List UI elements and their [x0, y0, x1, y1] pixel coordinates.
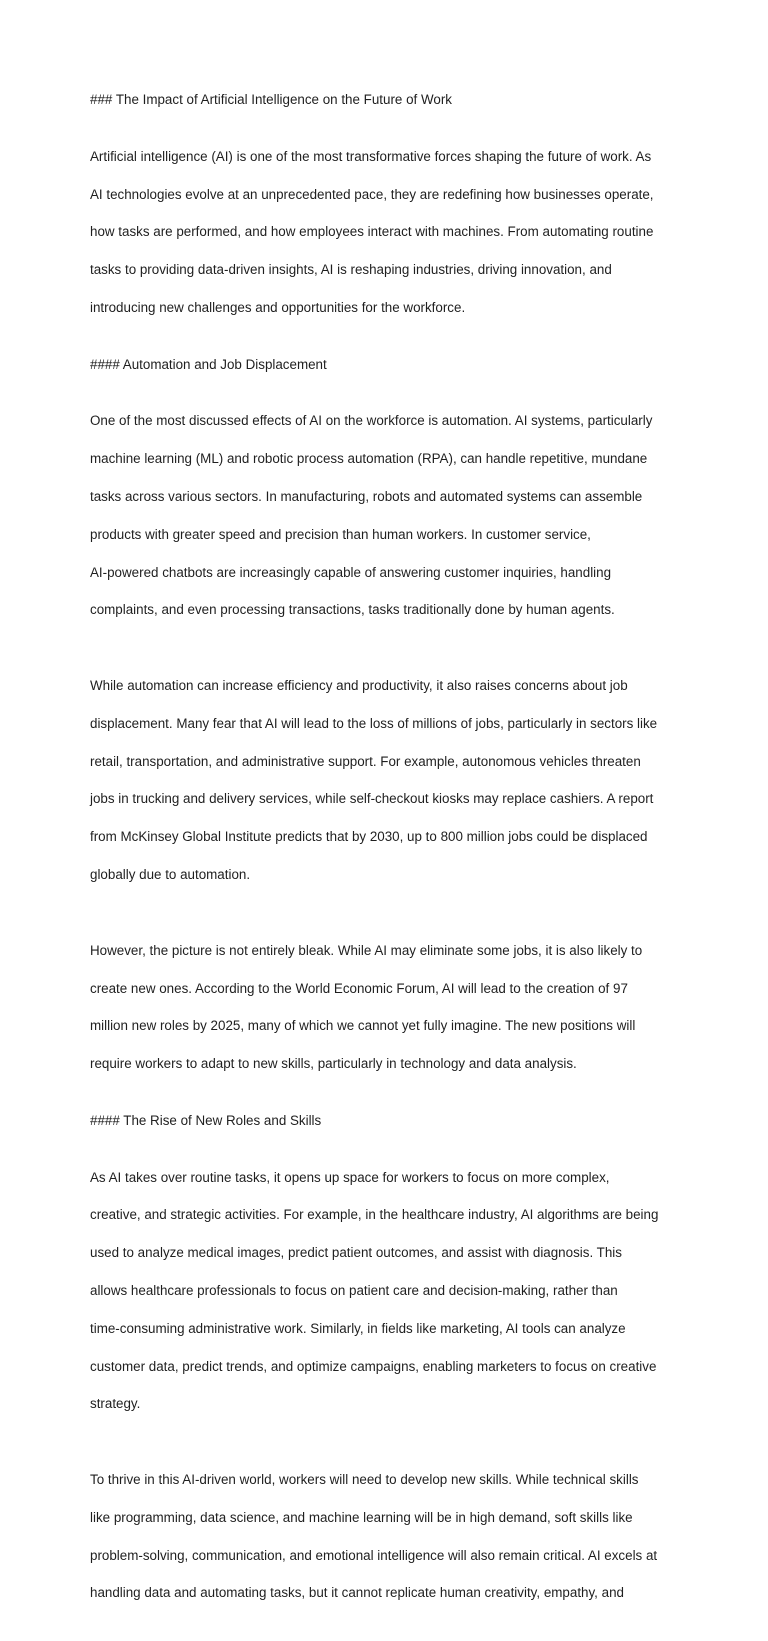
paragraph-line: One of the most discussed effects of AI on the workforce is automation. AI systems, particularly [90, 413, 653, 429]
paragraph-line: displacement. Many fear that AI will lead to the loss of millions of jobs, particularly in sectors like [90, 715, 658, 731]
paragraph-line: like programming, data science, and machine learning will be in high demand, soft skills like [90, 1509, 633, 1525]
paragraph-line: jobs in trucking and delivery services, while self-checkout kiosks may replace cashiers. A report [90, 791, 654, 807]
paragraph-line: machine learning (ML) and robotic process automation (RPA), can handle repetitive, mundane [90, 451, 648, 467]
document-page [90, 91, 688, 1641]
paragraph-line: While automation can increase efficiency and productivity, it also raises concerns about job [90, 678, 628, 694]
paragraph-line: products with greater speed and precision than human workers. In customer service, [90, 526, 591, 542]
paragraph-line: allows healthcare professionals to focus on patient care and decision-making, rather than [90, 1282, 618, 1298]
paragraph-line: However, the picture is not entirely bleak. While AI may eliminate some jobs, it is also likely to [90, 942, 643, 958]
paragraph-line: As AI takes over routine tasks, it opens up space for workers to focus on more complex, [90, 1169, 610, 1185]
section-heading-new-roles: #### The Rise of New Roles and Skills [90, 1112, 322, 1128]
new-roles-paragraph-1 [90, 1150, 688, 1434]
paragraph-line: To thrive in this AI-driven world, workers will need to develop new skills. While technical skills [90, 1472, 639, 1488]
paragraph-line: globally due to automation. [90, 867, 251, 883]
intro-line: Artificial intelligence (AI) is one of the most transformative forces shaping the future of work. As [90, 148, 652, 164]
paragraph-line: retail, transportation, and administrative support. For example, autonomous vehicles threaten [90, 753, 641, 769]
paragraph-line: strategy. [90, 1396, 141, 1412]
paragraph-line: from McKinsey Global Institute predicts that by 2030, up to 800 million jobs could be displaced [90, 829, 648, 845]
paragraph-line: handling data and automating tasks, but it cannot replicate human creativity, empathy, and [90, 1585, 624, 1601]
paragraph-line: time-consuming administrative work. Similarly, in fields like marketing, AI tools can analyze [90, 1320, 626, 1336]
paragraph-line: AI-powered chatbots are increasingly capable of answering customer inquiries, handling [90, 564, 612, 580]
paragraph-line: creative, and strategic activities. For example, in the healthcare industry, AI algorithms are being [90, 1207, 659, 1223]
paragraph-line: problem-solving, communication, and emotional intelligence will also remain critical. AI excels at [90, 1547, 658, 1563]
intro-line: tasks to providing data-driven insights, AI is reshaping industries, driving innovation, and [90, 262, 612, 278]
intro-line: how tasks are performed, and how employees interact with machines. From automating routine [90, 224, 654, 240]
intro-line: AI technologies evolve at an unprecedented pace, they are redefining how businesses operate, [90, 186, 654, 202]
paragraph-line: million new roles by 2025, many of which we cannot yet fully imagine. The new positions will [90, 1018, 636, 1034]
intro-paragraph [90, 129, 688, 337]
automation-paragraph-3 [90, 923, 688, 1093]
section-heading-automation: #### Automation and Job Displacement [90, 356, 327, 372]
automation-paragraph-1 [90, 393, 688, 639]
paragraph-line: used to analyze medical images, predict patient outcomes, and assist with diagnosis. This [90, 1245, 622, 1261]
paragraph-line: create new ones. According to the World Economic Forum, AI will lead to the creation of 97 [90, 980, 628, 996]
paragraph-line: customer data, predict trends, and optimize campaigns, enabling marketers to focus on creative [90, 1358, 657, 1374]
paragraph-line: tasks across various sectors. In manufacturing, robots and automated systems can assemble [90, 488, 643, 504]
intro-line: introducing new challenges and opportunities for the workforce. [90, 299, 466, 315]
new-roles-paragraph-2 [90, 1452, 688, 1622]
paragraph-line: complaints, and even processing transactions, tasks traditionally done by human agents. [90, 602, 615, 618]
automation-paragraph-2 [90, 658, 688, 904]
document-title: ### The Impact of Artificial Intelligence on the Future of Work [90, 92, 452, 107]
paragraph-line: require workers to adapt to new skills, particularly in technology and data analysis. [90, 1056, 577, 1072]
